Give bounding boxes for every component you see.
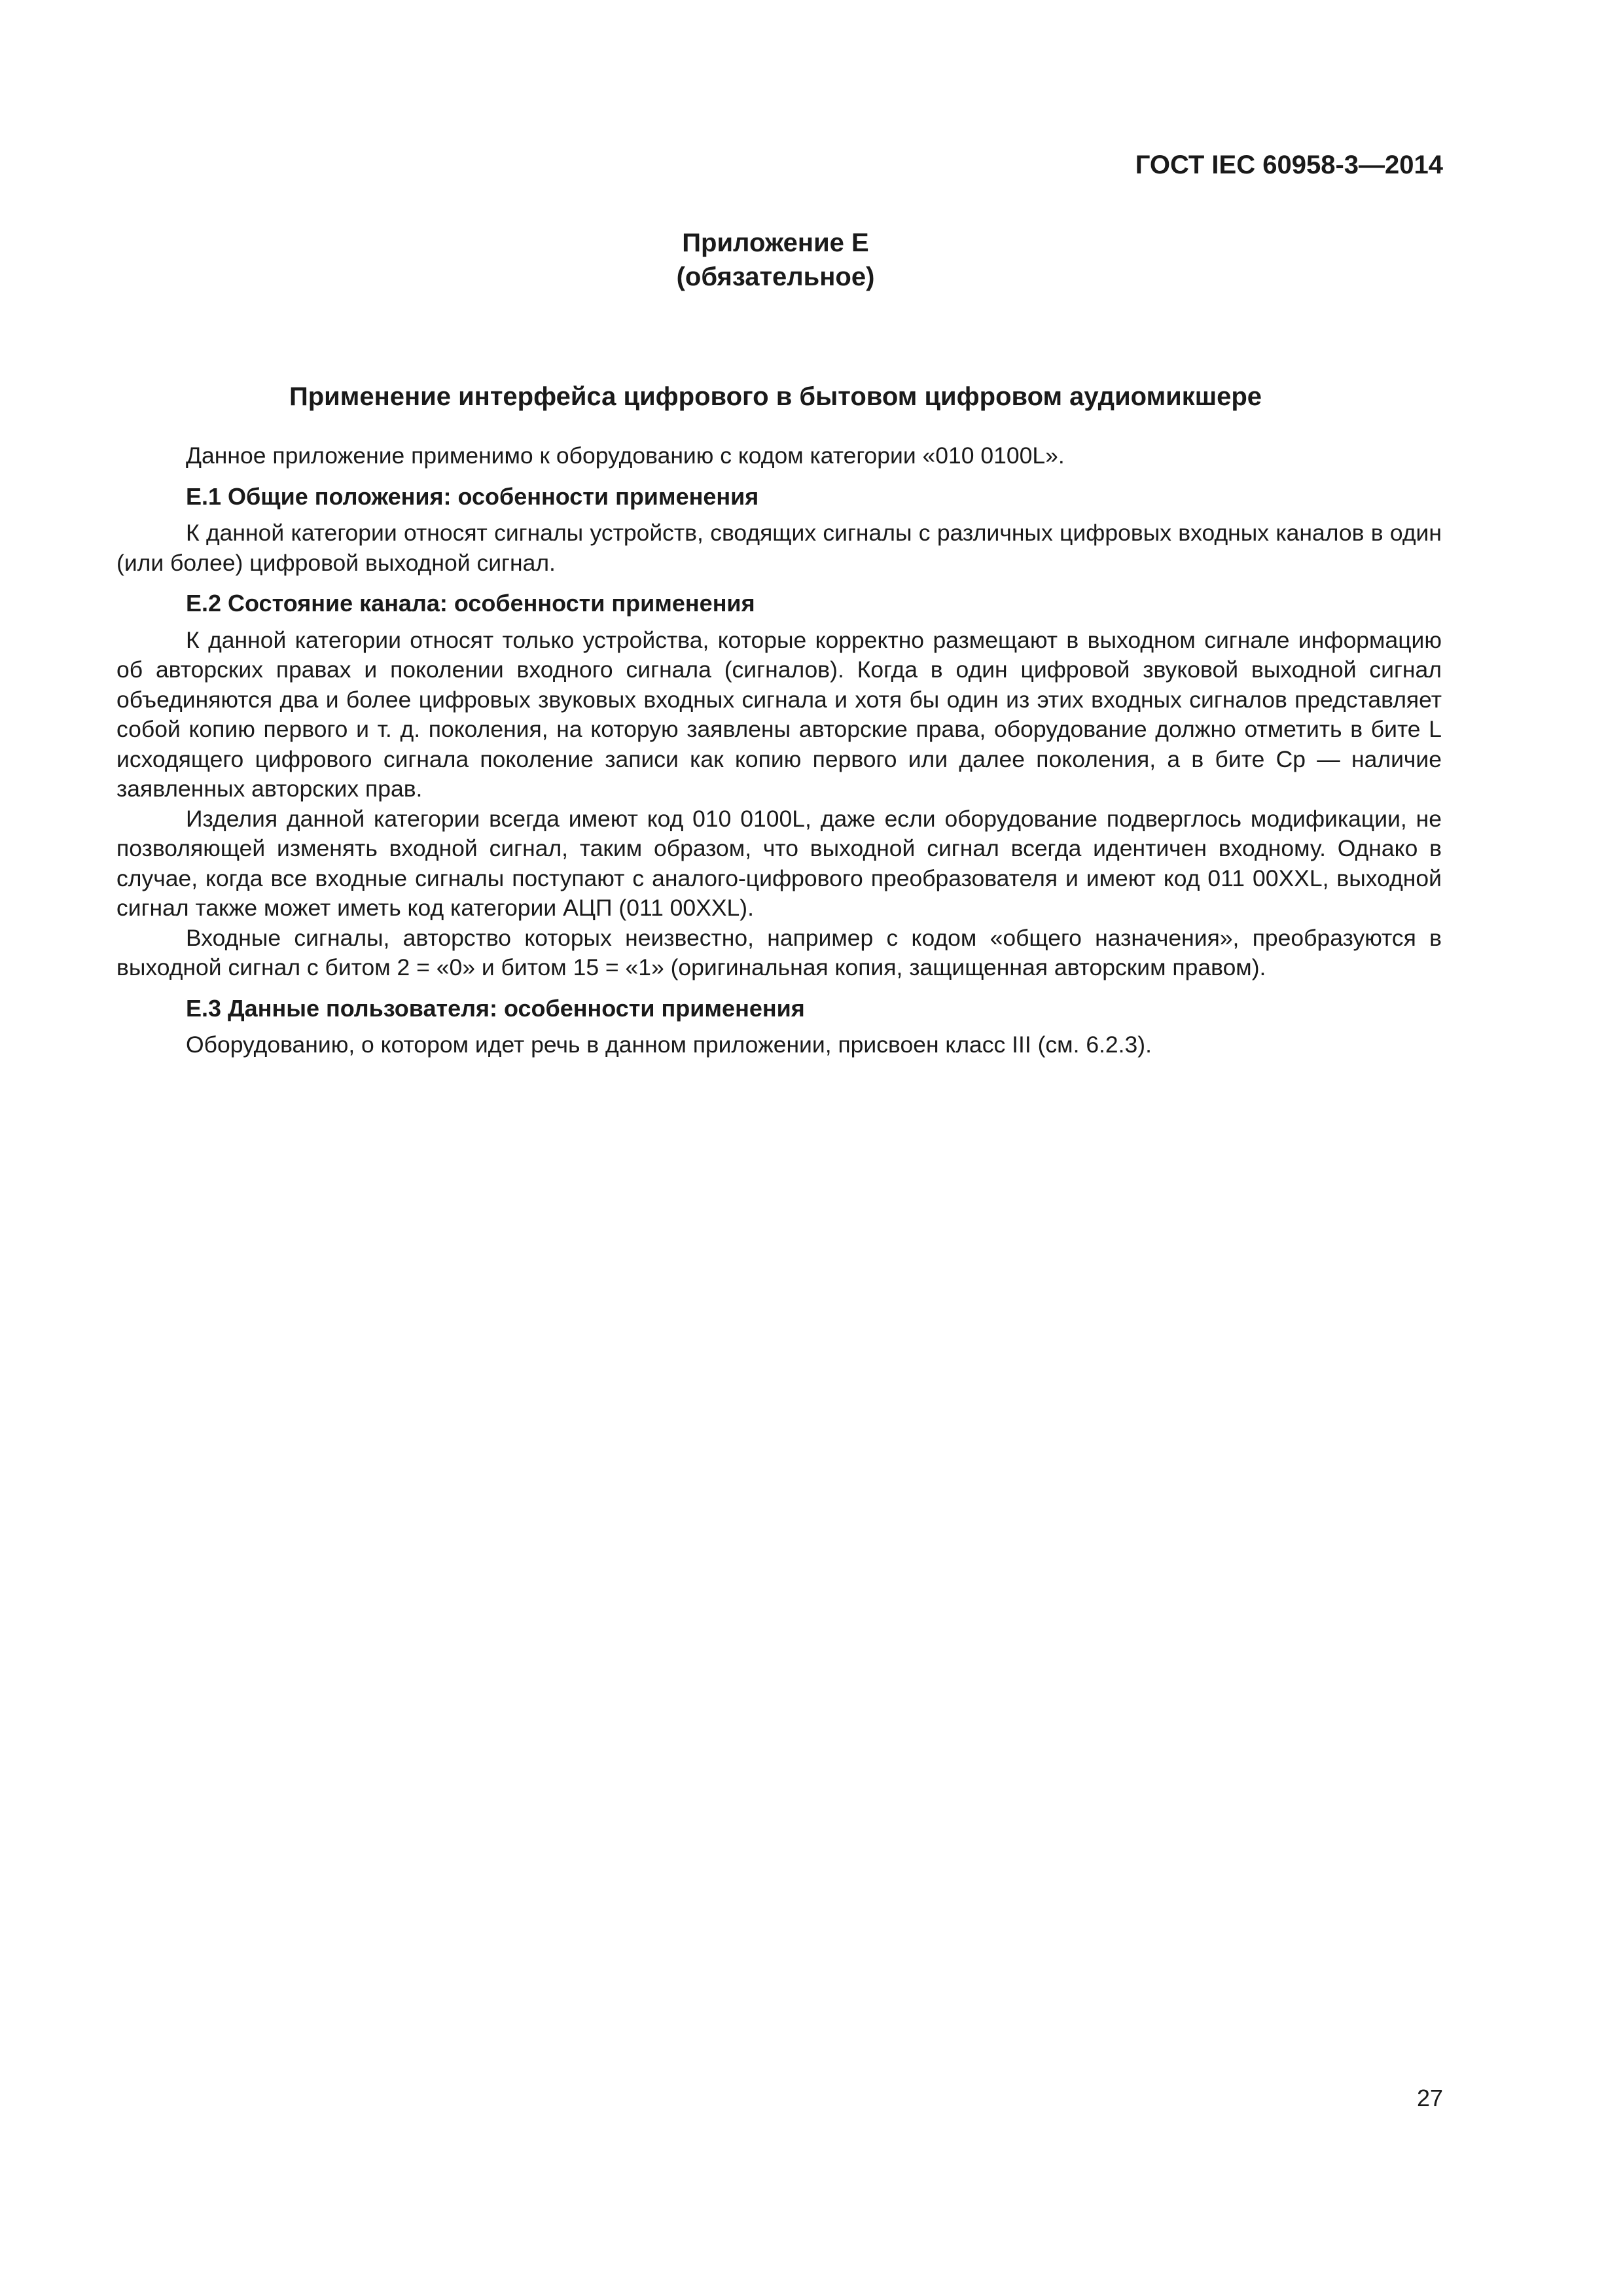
appendix-title: Приложение Е <box>682 228 869 257</box>
section-e2-paragraph-1: К данной категории относят только устройства, которые корректно размещают в выходном сигнале информацию об авторских правах и поколении входного сигнала (сигналов). Когда в один цифровой звуковой выходной сигнал объединяются два и более цифровых звуковых входных сигнала и хотя бы один из этих входных сигналов представляет собой копию первого и т. д. поколения, на которую заявлены авторские права, оборудование должно отметить в бите L исходящего цифрового сигнала поколение записи как копию первого или далее поколения, а в бите Cp — наличие заявленных авторских прав. <box>116 626 1442 802</box>
section-e1-heading: Е.1 Общие положения: особенности применения <box>186 482 759 510</box>
document-body <box>116 441 1442 1060</box>
section-e3-paragraph-1: Оборудованию, о котором идет речь в данном приложении, присвоен класс III (см. 6.2.3). <box>186 1031 1152 1058</box>
section-e2-paragraph-2: Изделия данной категории всегда имеют код 010 0100L, даже если оборудование подверглось модификации, не позволяющей изменять входной сигнал, таким образом, что выходной сигнал всегда идентичен входному. Однако в случае, когда все входные сигналы поступают с аналого-цифрового преобразователя и имеют код 011 00XXL, выходной сигнал также может иметь код категории АЦП (011 00XXL). <box>116 805 1442 921</box>
section-e3-heading: Е.3 Данные пользователя: особенности применения <box>186 994 805 1022</box>
section-e1-paragraph-1: К данной категории относят сигналы устройств, сводящих сигналы с различных цифровых входных каналов в один (или более) цифровой выходной сигнал. <box>116 520 1442 576</box>
page-number: 27 <box>1416 2085 1443 2111</box>
intro-paragraph: Данное приложение применимо к оборудованию с кодом категории «010 0100L». <box>186 442 1065 469</box>
appendix-heading <box>0 226 1551 294</box>
document-title: Применение интерфейса цифрового в бытовом цифровом аудиомикшере <box>289 382 1262 411</box>
appendix-status: (обязательное) <box>676 262 875 291</box>
section-e2-heading: Е.2 Состояние канала: особенности применения <box>186 590 755 617</box>
section-e2-paragraph-3: Входные сигналы, авторство которых неизвестно, например с кодом «общего назначения», преобразуются в выходной сигнал с битом 2 = «0» и битом 15 = «1» (оригинальная копия, защищенная авторским правом). <box>116 924 1442 980</box>
document-code: ГОСТ IEC 60958-3—2014 <box>1135 151 1443 179</box>
